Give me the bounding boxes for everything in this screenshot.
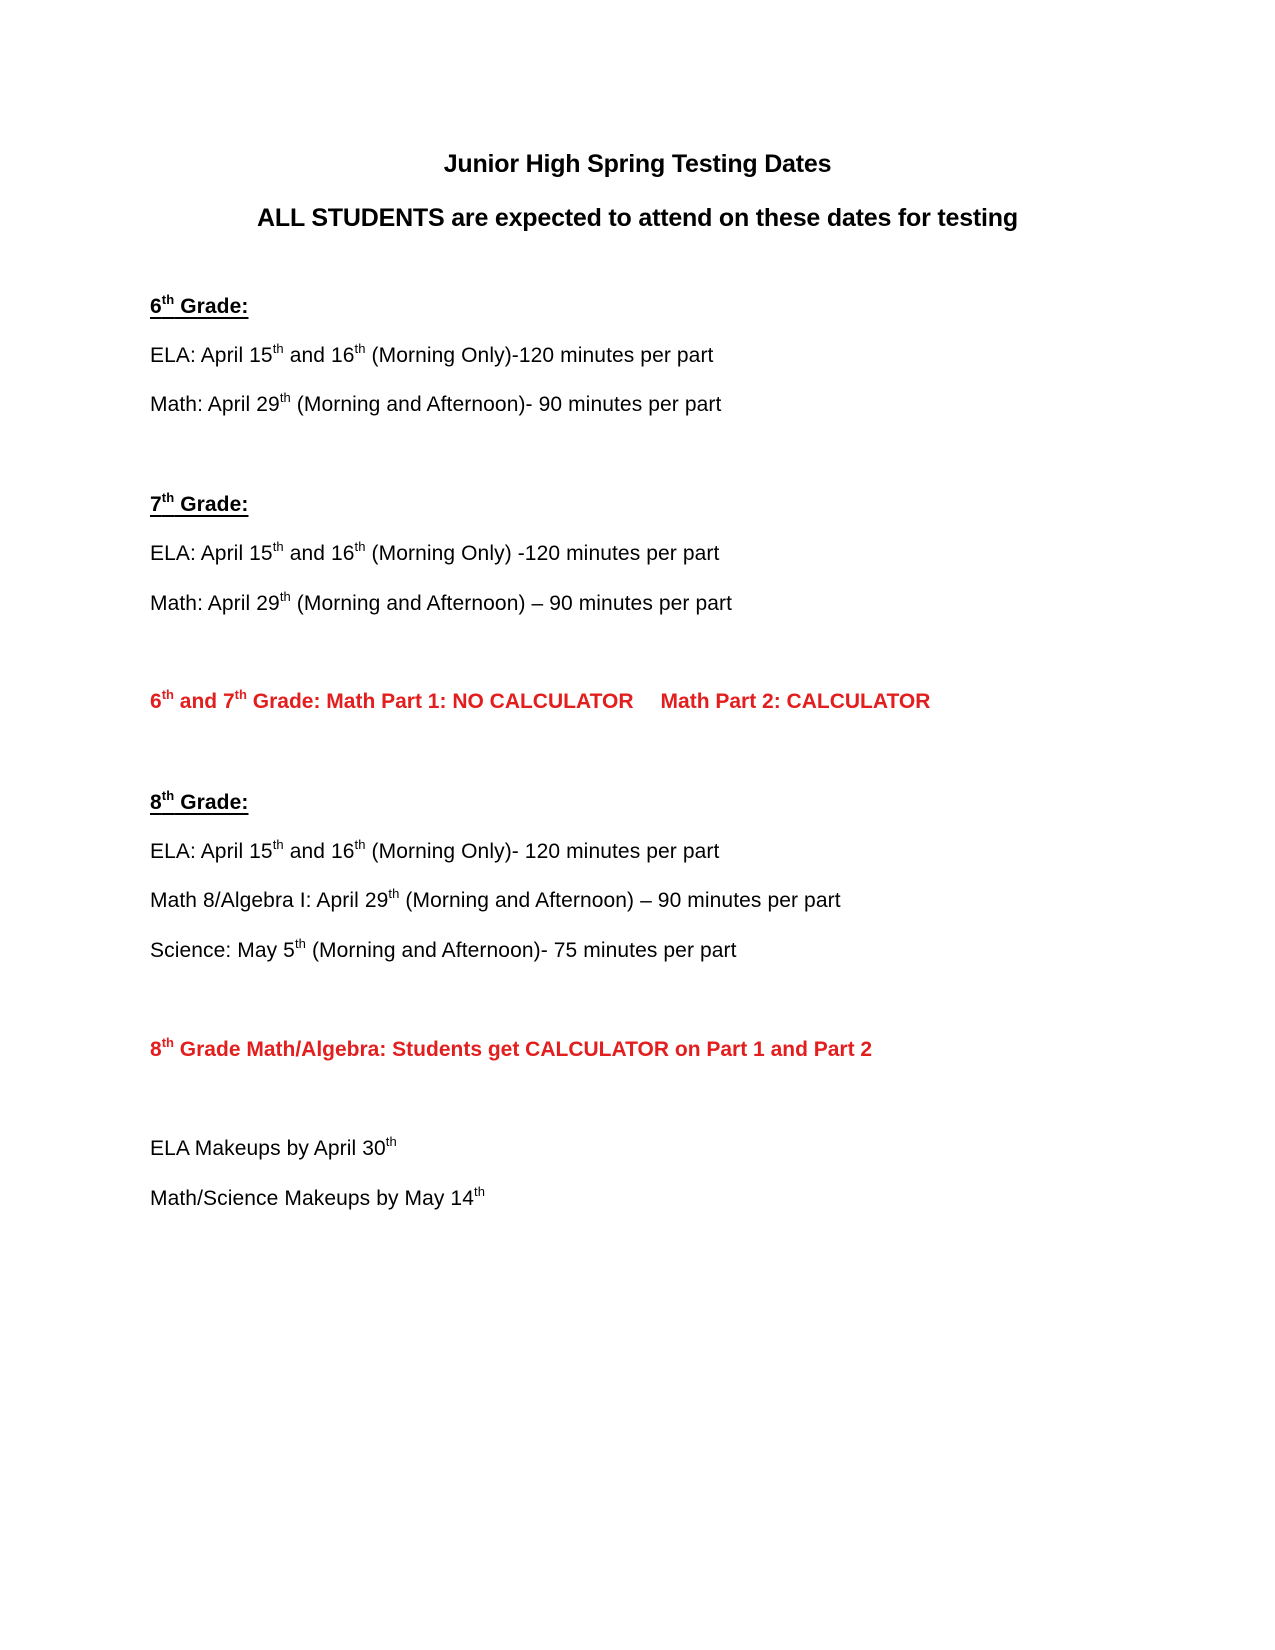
math-science-makeups-line: Math/Science Makeups by May 14th xyxy=(150,1184,486,1210)
page-subtitle: ALL STUDENTS are expected to attend on these dates for testing xyxy=(257,204,1018,232)
grade6-heading: 6th Grade: xyxy=(150,292,249,318)
grade6-7-calculator-note: 6th and 7th Grade: Math Part 1: NO CALCULATOR Math Part 2: CALCULATOR xyxy=(150,687,931,713)
grade7-heading: 7th Grade: xyxy=(150,490,249,516)
grade7-math-line: Math: April 29th (Morning and Afternoon) – 90 minutes per part xyxy=(150,589,733,615)
grade8-science-line: Science: May 5th (Morning and Afternoon)- 75 minutes per part xyxy=(150,936,737,962)
grade8-calculator-note: 8th Grade Math/Algebra: Students get CALCULATOR on Part 1 and Part 2 xyxy=(150,1035,873,1061)
grade8-math-line: Math 8/Algebra I: April 29th (Morning and Afternoon) – 90 minutes per part xyxy=(150,886,841,912)
grade7-ela-line: ELA: April 15th and 16th (Morning Only) -120 minutes per part xyxy=(150,539,720,565)
grade6-ela-line: ELA: April 15th and 16th (Morning Only)-120 minutes per part xyxy=(150,341,714,367)
grade8-ela-line: ELA: April 15th and 16th (Morning Only)- 120 minutes per part xyxy=(150,837,720,863)
grade6-math-line: Math: April 29th (Morning and Afternoon)- 90 minutes per part xyxy=(150,390,722,416)
ela-makeups-line: ELA Makeups by April 30th xyxy=(150,1134,397,1160)
page-title: Junior High Spring Testing Dates xyxy=(443,150,832,178)
grade8-heading: 8th Grade: xyxy=(150,788,249,814)
